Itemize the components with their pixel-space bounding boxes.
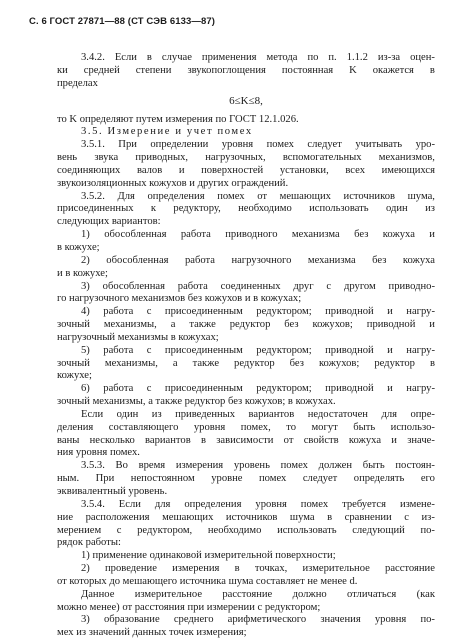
word: следующий: [352, 524, 405, 536]
word: и: [429, 229, 435, 241]
word: измене-: [399, 498, 435, 510]
word: работа: [103, 344, 134, 356]
text-line: [57, 191, 435, 204]
text-line: [57, 602, 435, 615]
word: в: [327, 511, 333, 523]
word: 2): [81, 254, 90, 266]
word: по-: [420, 524, 435, 536]
word: помех,: [240, 421, 271, 433]
word: опре-: [410, 408, 435, 420]
word: всех: [345, 164, 365, 176]
word: друг: [293, 280, 314, 292]
text-line: [57, 203, 435, 216]
word: работа: [177, 280, 208, 292]
word: ным.: [57, 473, 80, 485]
text-line: [57, 537, 435, 550]
word: кожуха: [382, 229, 415, 241]
word: приводно-: [388, 280, 435, 292]
word: Если: [118, 498, 141, 510]
word: нагру-: [406, 306, 435, 318]
text-line: [57, 242, 435, 255]
word: зочный: [57, 319, 90, 331]
word: 1): [81, 229, 90, 241]
word: зависимости: [216, 434, 274, 446]
text-line: [57, 52, 435, 65]
word: Данное: [81, 588, 115, 600]
word: мерением: [57, 524, 102, 536]
word: деления: [57, 421, 94, 433]
text-line: [57, 345, 435, 358]
text-line: [57, 550, 435, 563]
word: другом: [343, 280, 376, 292]
word: несколько: [89, 434, 135, 446]
word: уро-: [415, 139, 435, 151]
word: определения: [147, 190, 205, 202]
text-line: [57, 65, 435, 78]
text-line: [57, 165, 435, 178]
word: проведение: [105, 563, 157, 575]
text-line: [57, 563, 435, 576]
word: присоединенным: [164, 306, 243, 318]
word: из-: [421, 511, 435, 523]
word: 3): [81, 614, 90, 626]
word: быть: [353, 421, 376, 433]
word: точках,: [254, 563, 288, 575]
text-line: [57, 293, 435, 306]
word: При: [95, 473, 115, 485]
word: работа: [103, 306, 134, 318]
word: требуется: [342, 498, 386, 510]
word: приводной: [366, 319, 416, 331]
word: шума,: [407, 190, 435, 202]
word: помех: [217, 190, 245, 202]
word: измерительное: [134, 588, 203, 600]
word: уровня: [221, 139, 254, 151]
text-line: [57, 512, 435, 525]
line-text: зочный механизмы, а также редуктор без кожухов; в кожухах.: [57, 396, 336, 408]
text-line: [57, 460, 435, 473]
word: кожуха: [402, 254, 435, 266]
word: имеющихся: [381, 164, 435, 176]
word: учитывать: [355, 139, 403, 151]
word: использовать: [277, 524, 337, 536]
text-line: [57, 422, 435, 435]
line-text: можно менее) от расстояния при измерении с редуктором;: [57, 601, 321, 613]
text-line: [57, 473, 435, 486]
word: а: [170, 319, 176, 331]
word: При: [118, 139, 137, 151]
text-line: [57, 91, 435, 114]
word: его: [420, 473, 435, 485]
word: валов: [136, 164, 163, 176]
word: приводного: [225, 229, 278, 241]
word: измерительное: [302, 563, 370, 575]
word: вень: [57, 152, 78, 164]
word: для: [154, 498, 171, 510]
word: в: [429, 357, 435, 369]
text-line: [57, 589, 435, 602]
word: а: [172, 357, 178, 369]
text-line: [57, 281, 435, 294]
word: присоединенных: [57, 203, 134, 215]
line-text: пределах: [57, 77, 98, 89]
word: один: [116, 408, 139, 420]
word: использо-: [390, 421, 435, 433]
word: помех: [259, 473, 287, 485]
word: составляющего: [108, 421, 179, 433]
word: среднего: [173, 614, 214, 626]
word: редуктором;: [256, 306, 312, 318]
word: постоянная: [281, 64, 334, 76]
line-text: 6≤K≤8,: [229, 94, 263, 107]
word: 4): [81, 306, 90, 318]
word: 3.4.2.: [81, 52, 105, 63]
word: механизмов,: [378, 152, 435, 164]
word: помех: [266, 139, 294, 151]
word: редуктор: [234, 357, 275, 369]
word: приведенных: [175, 408, 236, 420]
word: механизма: [307, 254, 356, 266]
word: механизма: [291, 229, 340, 241]
word: случае: [161, 52, 192, 63]
line-text: то K определяют путем измерения по ГОСТ 12.1.026.: [57, 113, 299, 125]
word: с: [326, 280, 332, 292]
text-line: [57, 435, 435, 448]
word: использовать: [309, 203, 369, 215]
word: K: [349, 64, 357, 76]
word: зочный: [57, 357, 90, 369]
text-line: [57, 319, 435, 332]
word: должен: [318, 460, 353, 472]
word: значения: [320, 614, 361, 626]
word: поверхностей: [201, 164, 264, 176]
text-line: [57, 268, 435, 281]
line-text: звукоизоляционных кожухов и других ограждений.: [57, 177, 289, 189]
word: присоединенным: [164, 383, 243, 395]
word: образование: [103, 614, 160, 626]
text-line: [57, 255, 435, 268]
word: 3.5.3.: [81, 460, 105, 472]
word: применения: [201, 52, 257, 63]
text-line: [57, 499, 435, 512]
word: быть: [362, 460, 385, 472]
text-line: [57, 216, 435, 229]
word: и: [387, 306, 393, 318]
text-line: [57, 409, 435, 422]
word: 1.1.2: [346, 52, 368, 63]
text-line: [57, 139, 435, 152]
word: работа: [103, 383, 134, 395]
word: с: [146, 344, 152, 356]
line-text: 3.5. Измерение и учет помех: [81, 126, 253, 138]
word: по: [307, 52, 319, 63]
line-text: мех из значений данных точек измерения;: [57, 627, 247, 639]
word: без: [284, 319, 299, 331]
word: ние: [57, 511, 74, 523]
word: вспомогательных: [282, 152, 362, 164]
word: 6): [81, 383, 90, 395]
word: приводных,: [135, 152, 189, 164]
word: вариантов: [248, 408, 295, 420]
page-header: С. 6 ГОСТ 27871—88 (СТ СЭВ 6133—87): [29, 16, 215, 27]
word: Во: [115, 460, 128, 472]
word: редуктором,: [137, 524, 193, 536]
word: кожухов;: [312, 319, 353, 331]
word: по-: [420, 614, 435, 626]
word: Если: [81, 408, 104, 420]
body-text: [57, 52, 435, 640]
line-text: нагрузочный механизмы в кожухах;: [57, 331, 219, 343]
word: 3.5.1.: [81, 139, 105, 151]
word: измерения: [172, 563, 220, 575]
word: и: [391, 434, 397, 446]
word: с: [146, 383, 152, 395]
text-line: [57, 383, 435, 396]
word: кожуха: [348, 434, 382, 446]
line-text: следующих вариантов:: [57, 216, 161, 228]
text-line: [57, 396, 435, 409]
word: соединенных: [220, 280, 281, 292]
word: источников: [225, 511, 278, 523]
text-line: [57, 486, 435, 499]
word: редуктор: [229, 319, 271, 331]
word: также: [192, 357, 220, 369]
word: средней: [83, 64, 120, 76]
word: обособленная: [104, 229, 167, 241]
word: (как: [416, 588, 435, 600]
word: 2): [81, 563, 90, 575]
word: определения: [184, 498, 242, 510]
word: уровне: [211, 473, 243, 485]
word: без: [354, 229, 369, 241]
word: из-за: [377, 52, 401, 63]
word: степени: [135, 64, 172, 76]
word: без: [289, 357, 304, 369]
line-text: эквивалентный уровень.: [57, 486, 168, 497]
word: Для: [117, 190, 135, 202]
word: работа: [180, 229, 211, 241]
word: свойств: [303, 434, 339, 446]
text-line: [57, 447, 435, 460]
word: арифметического: [227, 614, 307, 626]
word: следует: [302, 473, 338, 485]
text-line: [57, 306, 435, 319]
text-line: [57, 114, 435, 127]
word: помех: [280, 460, 308, 472]
word: в: [234, 563, 240, 575]
word: соединяющих: [57, 164, 121, 176]
word: оцен-: [410, 52, 435, 63]
word: уровня: [255, 498, 287, 510]
word: метода: [266, 52, 298, 63]
word: расположения: [85, 511, 150, 523]
word: мешающих: [279, 190, 331, 202]
word: постоян-: [395, 460, 435, 472]
word: и: [429, 319, 435, 331]
text-line: [57, 627, 435, 640]
word: Если: [114, 52, 137, 63]
line-text: и в кожухе;: [57, 267, 108, 279]
word: расстояние: [222, 588, 273, 600]
word: отличаться: [347, 588, 397, 600]
word: необходимо: [207, 524, 262, 536]
word: от: [283, 434, 294, 446]
word: приводной: [325, 383, 374, 395]
text-line: [57, 178, 435, 191]
word: могут: [311, 421, 338, 433]
word: приводной: [325, 306, 374, 318]
word: нагру-: [406, 383, 435, 395]
word: вариантов: [145, 434, 191, 446]
text-line: [57, 229, 435, 242]
word: определять: [353, 473, 405, 485]
word: сравнении: [344, 511, 392, 523]
word: редуктору,: [173, 203, 221, 215]
word: время: [138, 460, 166, 472]
text-line: [57, 358, 435, 371]
word: и: [387, 383, 393, 395]
word: уровня: [374, 614, 407, 626]
word: в: [146, 52, 152, 63]
word: окажется: [372, 64, 414, 76]
text-line: [57, 614, 435, 627]
text-line: [57, 78, 435, 91]
line-text: го нагрузочного механизмов без кожухов и в кожухах;: [57, 293, 302, 305]
word: присоединенным: [164, 344, 243, 356]
text-line: [57, 576, 435, 589]
word: звукопоглощения: [187, 64, 266, 76]
line-text: кожухе;: [57, 370, 92, 382]
word: 3): [81, 280, 90, 292]
word: шума: [289, 511, 315, 523]
text-line: [57, 525, 435, 538]
word: для: [381, 408, 397, 420]
word: редуктором;: [256, 344, 312, 356]
word: в: [200, 434, 206, 446]
word: в: [429, 64, 435, 76]
line-text: от которых до мешающего источника шума составляет не менее d.: [57, 575, 358, 587]
word: недостаточен: [307, 408, 368, 420]
word: установки,: [279, 164, 329, 176]
word: уровня: [193, 421, 226, 433]
word: редуктором;: [256, 383, 312, 395]
text-line: [57, 370, 435, 383]
word: из: [151, 408, 162, 420]
text-line: [57, 332, 435, 345]
word: источников: [343, 190, 396, 202]
word: ваны: [57, 434, 80, 446]
word: кожухов;: [318, 357, 360, 369]
word: с: [146, 306, 152, 318]
word: обособленная: [102, 280, 165, 292]
word: 3.5.4.: [81, 498, 105, 510]
word: следует: [307, 139, 342, 151]
word: с: [116, 524, 122, 536]
text-line: [57, 126, 435, 139]
line-text: 1) применение одинаковой измерительной поверхности;: [81, 550, 336, 562]
word: 5): [81, 344, 90, 356]
word: и: [387, 344, 393, 356]
word: также: [189, 319, 216, 331]
line-text: в кожухе;: [57, 241, 100, 253]
word: расстояние: [385, 563, 435, 575]
word: приводной: [325, 344, 374, 356]
word: один: [385, 203, 408, 215]
word: из: [425, 203, 435, 215]
word: измерения: [175, 460, 224, 472]
word: мешающих: [162, 511, 214, 523]
word: редуктор: [374, 357, 415, 369]
word: 3.5.2.: [81, 190, 105, 202]
word: значе-: [407, 434, 435, 446]
line-text: ния уровня помех.: [57, 447, 140, 459]
word: обособленная: [106, 254, 169, 266]
word: с: [404, 511, 409, 523]
word: то: [286, 421, 296, 433]
word: уровень: [233, 460, 270, 472]
word: нагру-: [406, 344, 435, 356]
word: к: [150, 203, 157, 215]
word: механизмы,: [104, 357, 158, 369]
word: непостоянном: [130, 473, 195, 485]
word: и: [178, 164, 185, 176]
word: нагрузочного: [231, 254, 292, 266]
word: механизмы,: [103, 319, 157, 331]
word: определении: [150, 139, 209, 151]
word: без: [372, 254, 387, 266]
word: ки: [57, 64, 68, 76]
word: звука: [94, 152, 119, 164]
word: должно: [292, 588, 327, 600]
word: п.: [328, 52, 337, 63]
text-line: [57, 152, 435, 165]
word: нагрузочных,: [205, 152, 266, 164]
word: от: [257, 190, 267, 202]
line-text: рядок работы:: [57, 537, 121, 549]
word: работа: [184, 254, 215, 266]
word: необходимо: [238, 203, 292, 215]
word: помех: [300, 498, 329, 510]
